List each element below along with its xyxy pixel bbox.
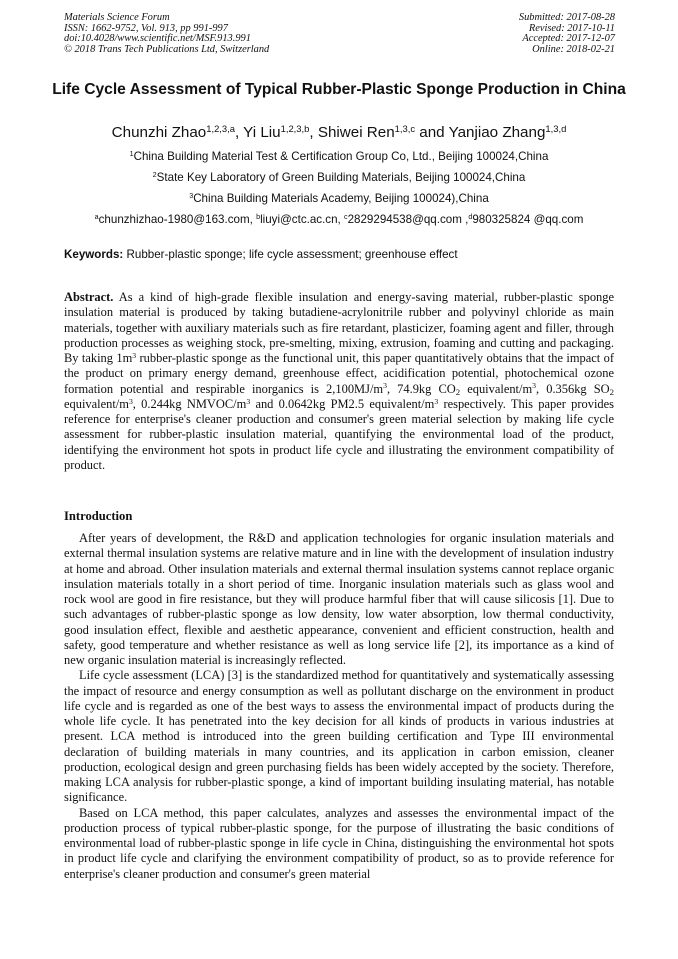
abstract-superscript: 3 [128, 396, 133, 406]
author-name: Yanjiao Zhang [448, 124, 546, 141]
email-address[interactable]: chunzhizhao-1980@163.com, [98, 213, 257, 226]
email-list [20, 213, 658, 227]
author-name: Yi Liu [243, 124, 281, 141]
abstract-text: , 0.244kg NMVOC/m [132, 396, 247, 411]
revised-date: Revised: 2017-10-11 [528, 22, 615, 34]
affiliation-2-text: State Key Laboratory of Green Building Materials, Beijing 100024,China [156, 171, 526, 184]
email-marker: d [468, 212, 473, 222]
abstract-text: equivalent/m [460, 381, 533, 396]
accepted-date: Accepted: 2017-12-07 [522, 33, 615, 45]
author-name: Shiwei Ren [317, 124, 395, 141]
affiliation-3-text: China Building Materials Academy, Beijing 100024),China [193, 192, 489, 205]
abstract-text: , 74.9kg CO [386, 381, 456, 396]
email-address[interactable]: 980325824 @qq.com [472, 213, 584, 226]
author-separator: , [309, 124, 318, 141]
author-affiliation-marker: 1,2,3,a [206, 122, 235, 134]
keywords-text: Rubber-plastic sponge; life cycle assessment; greenhouse effect [123, 248, 458, 261]
abstract-subscript: 2 [455, 387, 461, 398]
intro-paragraph: Based on LCA method, this paper calculates, analyzes and assesses the environmental impact of the production process of typical rubber-plastic sponge, for the purpose of illustrating the basic conditions of environmental load of rubber-plastic sponge in life cycle in China, distinguishing the environmental hot spots in product life cycle and clarifying the environment compatibility of product, so as to provide reference for enterprise's cleaner production and consumer's green material [64, 805, 614, 881]
author-separator: , [235, 124, 244, 141]
keywords [64, 248, 624, 262]
keywords-label: Keywords: [64, 248, 124, 261]
affiliation-3-marker: 3 [189, 191, 194, 201]
affiliation-1 [20, 150, 658, 164]
affiliation-2 [20, 171, 658, 185]
author-affiliation-marker: 1,3,c [394, 122, 416, 134]
intro-paragraph: After years of development, the R&D and application technologies for organic insulation materials and external thermal insulation systems are relative mature and in line with the development of insulation industry at home and abroad. Other insulation materials and external thermal insulation systems cannot replace organic insulation materials totally in a short period of time. Inorganic insulation materials such as glass wool and rock wool are good in fire resistance, but they will produce harmful fiber that will cause silicosis [1]. Due to such advantages of rubber-plastic sponge as low density, low water absorption, low thermal conductivity, good insulation effect, flexible and aesthetic appearance, convenient and efficient construction, health and safety, good temperature and whether resistance as well as long service life [2], its importance as a kind of new organic insulation material is increasingly reflected. [64, 531, 614, 667]
author-affiliation-marker: 1,3,d [545, 122, 567, 134]
intro-paragraph: Life cycle assessment (LCA) [3] is the standardized method for quantitatively and systematically assessing the impact of resource and energy consumption as well as pollutant discharge on the environment in product life cycle and is regarded as one of the best ways to assess the environmental impact of products during the whole life cycle. It has penetrated into the key decision for all kinds of products in various industries at present. LCA method is introduced into the green building certification and Type III environmental declaration of building materials in many countries, and its application in carbon emission, cleaner production, ecological design and green purchasing fields has been widely accepted by the society. Therefore, making LCA analysis for rubber-plastic sponge, a kind of important building insulating material, has notable significance. [64, 668, 614, 805]
submitted-date: Submitted: 2017-08-28 [518, 12, 615, 23]
abstract-superscript: 3 [246, 396, 251, 406]
online-date: Online: 2018-02-21 [532, 43, 615, 55]
copyright-line: © 2018 Trans Tech Publications Ltd, Switzerland [64, 43, 270, 55]
journal-name: Materials Science Forum [64, 12, 170, 23]
abstract-superscript: 3 [532, 381, 537, 391]
section-heading-introduction: Introduction [64, 509, 133, 523]
abstract-subscript: 2 [609, 387, 615, 398]
email-marker: a [94, 212, 99, 222]
affiliation-1-marker: 1 [129, 149, 134, 159]
abstract-superscript: 3 [132, 350, 137, 360]
journal-info [64, 13, 269, 55]
abstract-superscript: 3 [383, 381, 387, 391]
email-address[interactable]: liuyi@ctc.ac.cn, [260, 213, 344, 226]
abstract-text: rubber-plastic sponge as the functional unit, this paper quantitatively obtains that the impact of the product on primary energy demand, greenhouse effect, acidification potential, photochemical ozone formation potential and respirable inorganics is 2,100MJ/m [64, 351, 615, 396]
abstract-text: , 0.356kg SO [536, 381, 610, 396]
journal-issn: ISSN: 1662-9752, Vol. 913, pp 991-997 [64, 22, 228, 34]
journal-doi[interactable]: doi:10.4028/www.scientific.net/MSF.913.991 [64, 33, 251, 45]
abstract [64, 290, 614, 473]
affiliation-3 [20, 192, 658, 206]
introduction-body [64, 531, 614, 882]
abstract-text: and 0.0642kg PM2.5 equivalent/m [250, 396, 435, 411]
email-marker: c [344, 212, 348, 222]
abstract-text: As a kind of high-grade flexible insulation and energy-saving material, rubber-plastic sponge insulation material is produced by taking butadiene-acrylonitrile rubber and polyvinyl chloride as main materials, together with auxiliary materials such as fire retardant, plasticizer, foaming agent and filler, through production processes as weighing stock, pre-smelting, mixing, extrusion, foaming and cutting and packaging. By taking 1m [64, 290, 614, 365]
author-separator: and [415, 124, 449, 141]
author-name: Chunzhi Zhao [111, 124, 207, 141]
author-affiliation-marker: 1,2,3,b [280, 122, 310, 134]
affiliation-2-marker: 2 [152, 170, 157, 180]
abstract-superscript: 3 [434, 396, 439, 406]
abstract-label: Abstract. [64, 290, 114, 304]
affiliation-1-text: China Building Material Test & Certification Group Co, Ltd., Beijing 100024,China [133, 150, 549, 163]
submission-dates [519, 13, 615, 55]
author-list [20, 123, 658, 143]
email-address[interactable]: 2829294538@qq.com , [347, 213, 469, 226]
paper-title: Life Cycle Assessment of Typical Rubber-Plastic Sponge Production in China [52, 81, 626, 98]
abstract-text: equivalent/m [64, 396, 129, 411]
email-marker: b [256, 212, 261, 222]
abstract-text: respectively. This paper provides reference for enterprise's cleaner production and consumer's green material selection by making life cycle assessment for rubber-plastic insulation material, quantifying the environmental load of the product, identifying the environment hot spots in product life cycle and illustrating the environment compatibility of product. [64, 396, 615, 472]
